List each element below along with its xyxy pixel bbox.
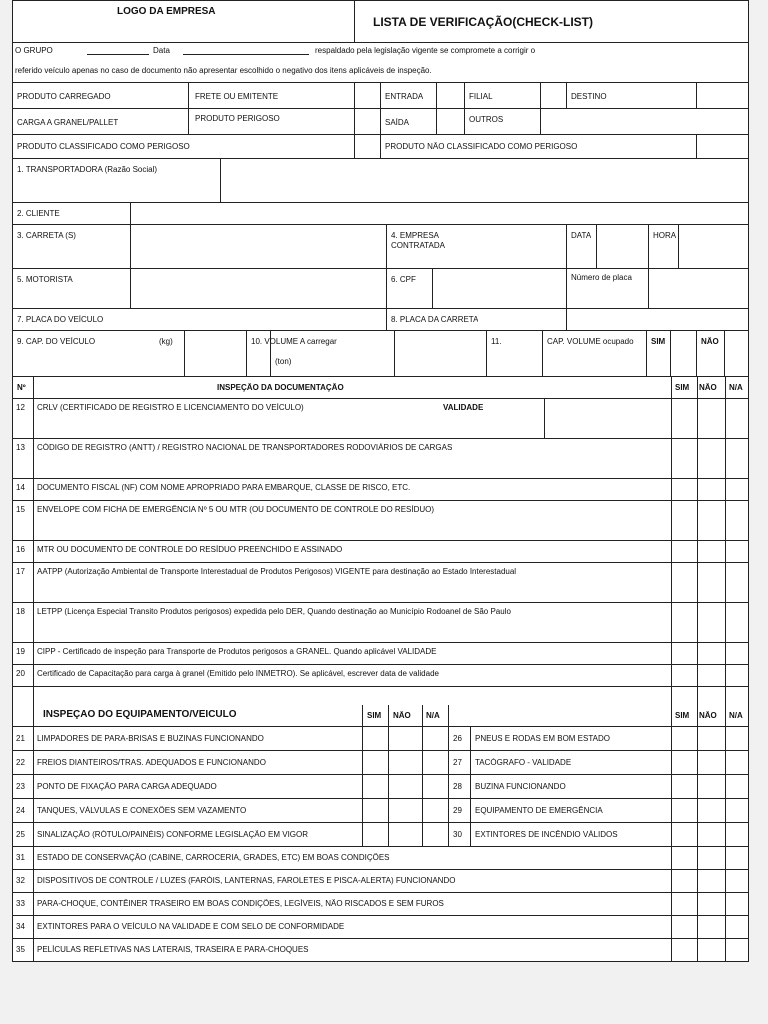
doc-row-number: 15 (16, 505, 25, 514)
transportadora-label: 1. TRANSPORTADORA (Razão Social) (17, 165, 158, 174)
equip-checkbox[interactable] (391, 825, 413, 844)
entrada-label: ENTRADA (385, 92, 424, 101)
equip-row-pair (13, 823, 748, 847)
doc-row-number: 17 (16, 567, 25, 576)
placa-carreta-label: 8. PLACA DA CARRETA (391, 315, 479, 324)
equip-checkbox[interactable] (425, 777, 447, 796)
carreta-label: 3. CARRETA (S) (17, 231, 76, 240)
doc-row-text: AATPP (Autorização Ambiental de Transporte Interestadual de Produtos Perigosos) VIGENTE para destinação ao Estado Interestadual (37, 567, 517, 576)
equip-checkbox[interactable] (699, 918, 721, 936)
doc-header-row (13, 377, 748, 399)
equip-row-text: TACÓGRAFO - VALIDADE (475, 758, 572, 767)
validade-label: VALIDADE (443, 403, 484, 412)
doc-check-sim[interactable] (673, 645, 695, 662)
doc-sim-header: SIM (675, 383, 690, 392)
doc-row (13, 541, 748, 563)
doc-check-na[interactable] (727, 543, 749, 560)
equip-checkbox[interactable] (391, 777, 413, 796)
transportadora-input[interactable] (223, 161, 746, 200)
equip-checkbox[interactable] (673, 849, 695, 867)
doc-na-header: N/A (729, 383, 743, 392)
equip-checkbox[interactable] (699, 872, 721, 890)
equip-checkbox[interactable] (699, 777, 721, 796)
cliente-input[interactable] (133, 205, 746, 222)
equip-row-number: 30 (453, 830, 462, 839)
equip-row-pair (13, 751, 748, 775)
equip-checkbox[interactable] (699, 849, 721, 867)
doc-row-text: Certificado de Capacitação para carga à granel (Emitido pelo INMETRO). Se aplicável, escrever data de validade (37, 669, 439, 678)
equip-checkbox[interactable] (673, 753, 695, 772)
equip-row-pair (13, 775, 748, 799)
equip-checkbox[interactable] (391, 753, 413, 772)
doc-check-na[interactable] (727, 645, 749, 662)
equip-checkbox[interactable] (391, 801, 413, 820)
equip-checkbox[interactable] (727, 825, 749, 844)
equip-checkbox[interactable] (673, 872, 695, 890)
doc-check-na[interactable] (727, 481, 749, 498)
doc-check-nao[interactable] (699, 503, 721, 538)
nao-classificado-label: PRODUTO NÃO CLASSIFICADO COMO PERIGOSO (385, 142, 578, 151)
volume-label: 10. VOLUME A carregar (251, 337, 337, 346)
equip-row-text: TANQUES, VÁLVULAS E CONEXÕES SEM VAZAMENTO (37, 806, 247, 815)
documentation-section (13, 377, 748, 705)
equipment-section (13, 705, 748, 962)
equip-checkbox[interactable] (365, 777, 387, 796)
doc-check-sim[interactable] (673, 441, 695, 476)
doc-row (13, 399, 748, 439)
motorista-label: 5. MOTORISTA (17, 275, 73, 284)
doc-check-na[interactable] (727, 565, 749, 600)
equip-checkbox[interactable] (727, 895, 749, 913)
classification-row-3 (13, 135, 748, 159)
doc-row (13, 603, 748, 643)
equip-checkbox[interactable] (699, 729, 721, 748)
data-label: DATA (571, 231, 592, 240)
equip-na-right: N/A (729, 711, 743, 720)
cliente-label: 2. CLIENTE (17, 209, 60, 218)
intro-text-2: referido veículo apenas no caso de documento não apresentar escolhido o negativo dos itens aplicáveis de inspeção. (15, 66, 432, 75)
doc-check-nao[interactable] (699, 481, 721, 498)
volume-unit: (ton) (275, 357, 292, 366)
equip-nao-right: NÃO (699, 711, 717, 720)
equip-row-text: ESTADO DE CONSERVAÇÃO (CABINE, CARROCERIA, GRADES, ETC) EM BOAS CONDIÇÕES (37, 853, 390, 862)
equip-row-number: 29 (453, 806, 462, 815)
cpf-label: 6. CPF (391, 275, 416, 284)
equip-row-text: PONTO DE FIXAÇÃO PARA CARGA ADEQUADO (37, 782, 217, 791)
equip-checkbox[interactable] (673, 941, 695, 959)
doc-check-na[interactable] (727, 667, 749, 684)
intro-text-1: respaldado pela legislação vigente se compromete a corrigir o (315, 46, 536, 55)
equip-row-number: 22 (16, 758, 25, 767)
doc-row-text: DOCUMENTO FISCAL (NF) COM NOME APROPRIADO PARA EMBARQUE, CLASSE DE RISCO, ETC. (37, 483, 411, 492)
intro-date-label: Data (153, 46, 170, 55)
equip-checkbox[interactable] (699, 895, 721, 913)
equip-title: INSPEÇÃO DO EQUIPAMENTO/VEÍCULO (43, 710, 237, 720)
doc-check-na[interactable] (727, 401, 749, 436)
classification-row-1 (13, 83, 748, 109)
equip-row-number: 31 (16, 853, 25, 862)
equip-checkbox[interactable] (365, 825, 387, 844)
group-blank[interactable] (87, 54, 149, 55)
equip-row (13, 870, 748, 893)
equip-row-number: 26 (453, 734, 462, 743)
equip-checkbox[interactable] (391, 729, 413, 748)
equip-checkbox[interactable] (673, 918, 695, 936)
outros-label: OUTROS (469, 115, 504, 124)
equip-checkbox[interactable] (365, 729, 387, 748)
equip-row-text: PELÍCULAS REFLETIVAS NAS LATERAIS, TRASEIRA E PARA-CHOQUES (37, 945, 309, 954)
equip-checkbox[interactable] (673, 729, 695, 748)
equip-row-text: EXTINTORES PARA O VEÍCULO NA VALIDADE E COM SELO DE CONFORMIDADE (37, 922, 345, 931)
doc-check-na[interactable] (727, 441, 749, 476)
equip-sim-left: SIM (367, 711, 382, 720)
filial-label: FILIAL (469, 92, 493, 101)
sim-header-top: SIM (651, 337, 666, 346)
equip-checkbox[interactable] (673, 895, 695, 913)
doc-check-na[interactable] (727, 605, 749, 640)
doc-check-sim[interactable] (673, 503, 695, 538)
doc-check-sim[interactable] (673, 543, 695, 560)
doc-check-nao[interactable] (699, 645, 721, 662)
produto-carregado-label: PRODUTO CARREGADO (17, 92, 111, 101)
company-logo-placeholder: LOGO DA EMPRESA (117, 7, 216, 17)
nao-header-top: NÃO (701, 337, 719, 346)
doc-check-sim[interactable] (673, 605, 695, 640)
doc-row (13, 563, 748, 603)
equip-row-number: 23 (16, 782, 25, 791)
doc-check-nao[interactable] (699, 667, 721, 684)
empresa-contratada-label: 4. EMPRESA CONTRATADA (391, 231, 445, 250)
doc-check-nao[interactable] (699, 441, 721, 476)
equip-row (13, 847, 748, 870)
hora-label: HORA (653, 231, 677, 240)
equip-nao-left: NÃO (393, 711, 411, 720)
equip-row-number: 27 (453, 758, 462, 767)
doc-row-number: 19 (16, 647, 25, 656)
cap-veiculo-unit: (kg) (159, 337, 173, 346)
equip-checkbox[interactable] (699, 941, 721, 959)
equip-checkbox[interactable] (425, 753, 447, 772)
doc-num-header: Nº (17, 383, 26, 392)
destino-label: DESTINO (571, 92, 607, 101)
doc-check-sim[interactable] (673, 667, 695, 684)
doc-row (13, 501, 748, 541)
equip-row-number: 33 (16, 899, 25, 908)
doc-row-text: MTR OU DOCUMENTO DE CONTROLE DO RESÍDUO PREENCHIDO E ASSINADO (37, 545, 343, 554)
equip-row-text: FREIOS DIANTEIROS/TRAS. ADEQUADOS E FUNCIONANDO (37, 758, 266, 767)
checklist-form (12, 0, 749, 962)
equip-row-text: EXTINTORES DE INCÊNDIO VÁLIDOS (475, 830, 618, 839)
equip-checkbox[interactable] (673, 777, 695, 796)
numero-placa-label: Número de placa (571, 273, 632, 282)
form-title: LISTA DE VERIFICAÇÃO(CHECK-LIST) (373, 15, 593, 29)
equip-checkbox[interactable] (727, 777, 749, 796)
field-carreta-empresa (13, 225, 748, 269)
equip-checkbox[interactable] (699, 825, 721, 844)
placa-veiculo-label: 7. PLACA DO VEÍCULO (17, 315, 104, 324)
classificado-perigoso-label: PRODUTO CLASSIFICADO COMO PERIGOSO (17, 142, 190, 151)
equip-row-pair (13, 727, 748, 751)
equip-row-text: DISPOSITIVOS DE CONTROLE / LUZES (FARÓIS, LANTERNAS, FAROLETES E PISCA-ALERTA) FUNCIONANDO (37, 876, 456, 885)
equip-row-number: 21 (16, 734, 25, 743)
equip-row-number: 24 (16, 806, 25, 815)
intro-section (13, 43, 748, 83)
doc-row-number: 14 (16, 483, 25, 492)
intro-group-label: O GRUPO (15, 46, 53, 55)
doc-check-nao[interactable] (699, 543, 721, 560)
doc-row-text: LETPP (Licença Especial Transito Produtos perigosos) expedida pelo DER, Quando destinação ao Município Rodoanel de São Paulo (37, 607, 511, 616)
equip-checkbox[interactable] (727, 801, 749, 820)
doc-nao-header: NÃO (699, 383, 717, 392)
doc-row-number: 20 (16, 669, 25, 678)
doc-row (13, 665, 748, 687)
doc-check-nao[interactable] (699, 605, 721, 640)
equip-row-number: 32 (16, 876, 25, 885)
equip-checkbox[interactable] (699, 753, 721, 772)
doc-title: INSPEÇÃO DA DOCUMENTAÇÃO (217, 383, 344, 392)
doc-check-na[interactable] (727, 503, 749, 538)
equip-row-pair (13, 799, 748, 823)
equip-checkbox[interactable] (727, 941, 749, 959)
equip-checkbox[interactable] (727, 918, 749, 936)
field-transportadora (13, 159, 748, 203)
equip-checkbox[interactable] (425, 801, 447, 820)
equip-row-text: LIMPADORES DE PARA-BRISAS E BUZINAS FUNCIONANDO (37, 734, 264, 743)
equip-header-row (13, 705, 748, 727)
field-placas (13, 309, 748, 331)
equip-checkbox[interactable] (727, 872, 749, 890)
equip-na-left: N/A (426, 711, 440, 720)
equip-sim-right: SIM (675, 711, 690, 720)
doc-row (13, 439, 748, 479)
equip-row-text: PNEUS E RODAS EM BOM ESTADO (475, 734, 610, 743)
doc-row-number: 12 (16, 403, 25, 412)
doc-row-text: ENVELOPE COM FICHA DE EMERGÊNCIA Nº 5 OU MTR (OU DOCUMENTO DE CONTROLE DO RESÍDUO) (37, 505, 435, 514)
field-11-label: 11. (491, 337, 502, 346)
doc-row-text: CRLV (CERTIFICADO DE REGISTRO E LICENCIAMENTO DO VEÍCULO) (37, 403, 304, 412)
carga-granel-label: CARGA A GRANEL/PALLET (17, 118, 119, 127)
doc-row (13, 643, 748, 665)
equip-checkbox[interactable] (727, 753, 749, 772)
equip-checkbox[interactable] (365, 801, 387, 820)
doc-row-number: 13 (16, 443, 25, 452)
equip-row-number: 28 (453, 782, 462, 791)
equip-checkbox[interactable] (673, 801, 695, 820)
doc-check-sim[interactable] (673, 565, 695, 600)
produto-perigoso-label: PRODUTO PERIGOSO (195, 114, 280, 123)
cap-veiculo-label: 9. CAP. DO VEÍCULO (17, 337, 96, 346)
doc-row (13, 479, 748, 501)
field-motorista-cpf (13, 269, 748, 309)
date-blank[interactable] (183, 54, 309, 55)
equip-row-number: 34 (16, 922, 25, 931)
field-capacidades (13, 331, 748, 377)
equip-row-text: PARA-CHOQUE, CONTÊINER TRASEIRO EM BOAS CONDIÇÕES, LEGÍVEIS, NÃO RISCADOS E SEM FUROS (37, 899, 444, 908)
frete-label: FRETE OU EMITENTE (195, 92, 279, 101)
cap-volume-label: CAP. VOLUME ocupado (547, 337, 634, 346)
doc-row-text: CIPP - Certificado de inspeção para Transporte de Produtos perigosos a GRANEL. Quando aplicável VALIDADE (37, 647, 437, 656)
equip-checkbox[interactable] (425, 825, 447, 844)
equip-checkbox[interactable] (699, 801, 721, 820)
doc-check-sim[interactable] (673, 401, 695, 436)
equip-checkbox[interactable] (727, 729, 749, 748)
doc-check-nao[interactable] (699, 565, 721, 600)
equip-row-text: BUZINA FUNCIONANDO (475, 782, 566, 791)
saida-label: SAÍDA (385, 118, 410, 127)
equip-row (13, 916, 748, 939)
equip-checkbox[interactable] (425, 729, 447, 748)
equip-checkbox[interactable] (673, 825, 695, 844)
equip-row-number: 25 (16, 830, 25, 839)
classification-row-2 (13, 109, 748, 135)
doc-row-number: 18 (16, 607, 25, 616)
field-cliente (13, 203, 748, 225)
equip-row (13, 939, 748, 962)
equip-checkbox[interactable] (365, 753, 387, 772)
doc-row-number: 16 (16, 545, 25, 554)
equip-checkbox[interactable] (727, 849, 749, 867)
doc-check-sim[interactable] (673, 481, 695, 498)
equip-row-text: EQUIPAMENTO DE EMERGÊNCIA (475, 806, 603, 815)
doc-check-nao[interactable] (699, 401, 721, 436)
equip-row-text: SINALIZAÇÃO (RÓTULO/PAINÉIS) CONFORME LEGISLAÇÃO EM VIGOR (37, 830, 309, 839)
doc-row-text: CÓDIGO DE REGISTRO (ANTT) / REGISTRO NACIONAL DE TRANSPORTADORES RODOVIÁRIOS DE CARGAS (37, 443, 453, 452)
equip-row (13, 893, 748, 916)
equip-row-number: 35 (16, 945, 25, 954)
header-row (13, 1, 748, 43)
